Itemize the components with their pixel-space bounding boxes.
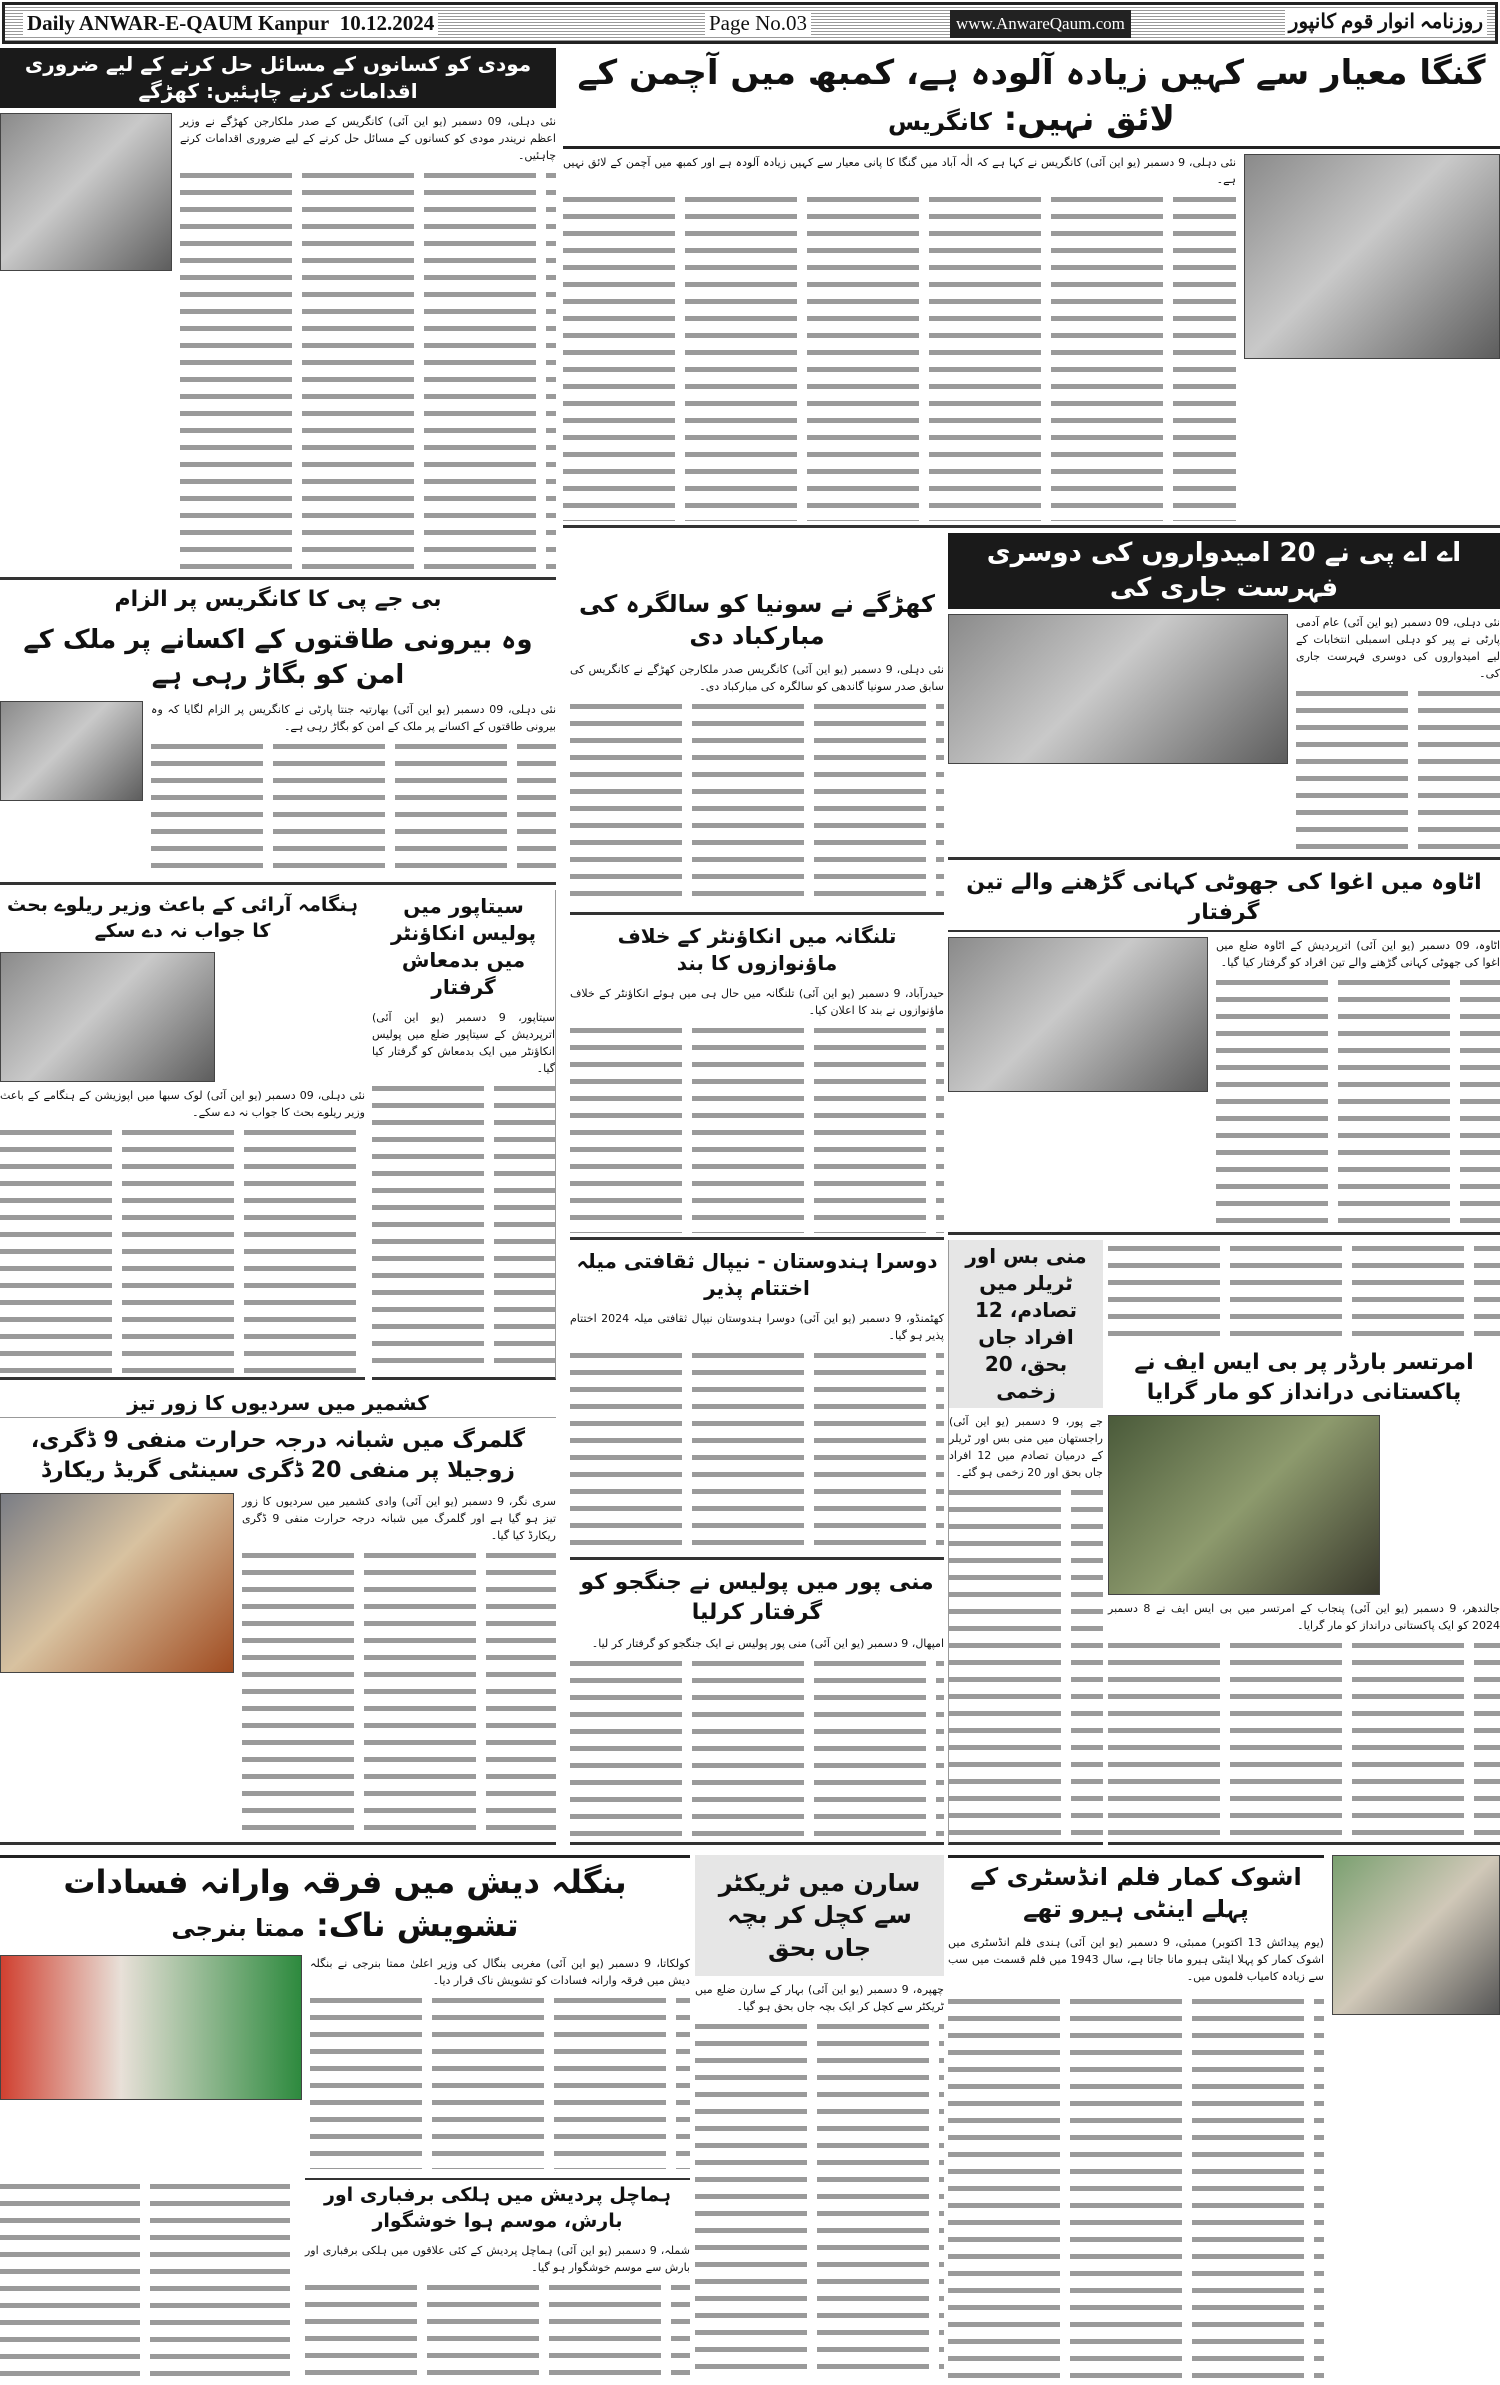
article-body: کولکاتا، 9 دسمبر (یو این آئی) مغربی بنگال کی وزیر اعلیٰ ممتا بنرجی نے بنگلہ دیش میں فرقہ وارانہ فسادات کو تشویش ناک قرار دیا۔ (310, 1955, 690, 2169)
article-modi-farmers (0, 48, 556, 580)
article-aap (948, 533, 1500, 860)
article-sitapur (372, 890, 556, 1380)
text-columns (242, 1547, 556, 1838)
infiltrator-photo (1108, 1415, 1380, 1595)
text-columns (1296, 685, 1500, 853)
text-columns (949, 1484, 1103, 1838)
article-ganga (563, 48, 1500, 528)
article-telangana (570, 920, 944, 1240)
text-columns (948, 1993, 1324, 2379)
text-columns (570, 1347, 944, 1553)
headline-text: بنگلہ دیش میں فرقہ وارانہ فسادات تشویش ناک: (63, 1863, 627, 1945)
article-minibus (948, 1240, 1103, 1845)
article-body: جالندھر، 9 دسمبر (یو این آئی) پنجاب کے امرتسر میں بی ایس ایف نے 8 دسمبر 2024 کو ایک پاکستانی درانداز کو مار گرایا۔ (1108, 1600, 1500, 1838)
edition-label: Daily ANWAR-E-QAUM Kanpur 10.12.2024 (23, 11, 438, 35)
article-body: نئی دہلی، 09 دسمبر (یو این آئی) بھارتیہ جنتا پارٹی نے کانگریس پر الزام لگایا کہ وہ بیرونی طاقتوں کے اکسانے پر ملک کے امن کو بگاڑ رہی ہے۔ (151, 701, 556, 878)
article-bjp (0, 585, 556, 885)
article-lead: (یوم پیدائش 13 اکتوبر) ممبئی، 9 دسمبر (یو این آئی) ہندی فلم انڈسٹری میں اشوک کمار کو پہلا اینٹی ہیرو مانا جاتا ہے، سال 1943 میں فلم قسمت میں سب سے زیادہ کامیاب فلموں میں۔ (948, 1935, 1325, 1983)
article-body: جے پور، 9 دسمبر (یو این آئی) راجستھان میں منی بس اور ٹریلر کے درمیان تصادم میں 12 افراد جاں بحق اور 20 زخمی ہو گئے۔ (949, 1413, 1103, 1838)
kicker: کشمیر میں سردیوں کا زور تیز (0, 1390, 556, 1418)
ashok-kumar-photo (1332, 1855, 1500, 2015)
headline-tag: کانگریس (888, 107, 992, 136)
article-saran (695, 1855, 944, 2383)
text-columns (0, 1124, 365, 1373)
text-columns (180, 167, 556, 573)
text-columns (570, 1655, 944, 1838)
article-main (948, 1855, 1324, 2379)
headline: منی پور میں پولیس نے جنگجو کو گرفتار کرلیا (580, 1570, 934, 1625)
article-body: امپھال، 9 دسمبر (یو این آئی) منی پور پولیس نے ایک جنگجو کو گرفتار کر لیا۔ (570, 1635, 944, 1838)
article-indo-nepal (570, 1245, 944, 1560)
article-body: چھپرہ، 9 دسمبر (یو این آئی) بہار کے سارن ضلع میں ٹریکٹر سے کچل کر ایک بچہ جاں بحق ہو گیا۔ (695, 1981, 944, 2379)
article-body: اٹاوہ، 09 دسمبر (یو این آئی) اترپردیش کے اٹاوہ ضلع میں اغوا کی جھوٹی کہانی گڑھنے والے تین افراد کو گرفتار کیا گیا۔ (1216, 937, 1500, 1228)
article-body: شملہ، 9 دسمبر (یو این آئی) ہماچل پردیش کے کئی علاقوں میں ہلکی برفباری اور بارش سے موسم خوشگوار ہو گیا۔ (305, 2242, 690, 2379)
text-columns (1216, 974, 1500, 1228)
bonfire-photo (0, 1493, 234, 1673)
article-himachal (305, 2178, 690, 2383)
headline: مودی کو کسانوں کے مسائل حل کرنے کے لیے ضروری اقدامات کرنے چاہئیں: کھڑگے (0, 48, 556, 108)
article-kharge-sonia (570, 585, 944, 915)
text-columns (305, 2279, 690, 2379)
website-link[interactable]: www.AnwareQaum.com (950, 10, 1131, 38)
article-etawah (948, 865, 1500, 1235)
headline: کھڑگے نے سونیا کو سالگرہ کی مبارکباد دی (579, 590, 935, 651)
headline: دوسرا ہندوستان - نیپال ثقافتی میلہ اختتام پذیر (576, 1249, 938, 1300)
article-kashmir (0, 1390, 556, 1845)
aap-event-photo (948, 614, 1288, 764)
article-body: نئی دہلی، 09 دسمبر (یو این آئی) کانگریس کے صدر ملکارجن کھڑگے نے وزیر اعظم نریندر مودی کو کسانوں کے مسائل حل کرنے کے لیے ضروری اقدامات کرنے چاہئیں۔ (180, 113, 556, 573)
headline: اے اے پی نے 20 امیدواروں کی دوسری فہرست جاری کی (948, 533, 1500, 609)
article-body: نئی دہلی، 9 دسمبر (یو این آئی) کانگریس صدر ملکارجن کھڑگے نے کانگریس کی سابق صدر سونیا گاندھی کو سالگرہ کی مبارکباد دی۔ (570, 661, 944, 908)
article-ashok-kumar (948, 1855, 1500, 2383)
text-columns (695, 2018, 944, 2379)
headline (563, 48, 1500, 149)
bjp-speaker-photo (0, 701, 143, 801)
text-columns (310, 1992, 690, 2169)
headline: گلمرگ میں شبانہ درجہ حرارت منفی 9 ڈگری، زوجیلا پر منفی 20 ڈگری سینٹی گریڈ ریکارڈ (30, 1428, 526, 1483)
kharge-photo (0, 113, 172, 271)
article-amritsar (1108, 1240, 1500, 1845)
headline: تلنگانہ میں انکاؤنٹر کے خلاف ماؤنوازوں کا بند (617, 924, 897, 975)
headline: اٹاوہ میں اغوا کی جھوٹی کہانی گڑھنے والے تین گرفتار (948, 865, 1500, 932)
arrested-persons-photo (948, 937, 1208, 1092)
railway-minister-photo (0, 952, 215, 1082)
article-body: کھٹمنڈو، 9 دسمبر (یو این آئی) دوسرا ہندوستان نیپال ثقافتی میلہ 2024 اختتام پذیر ہو گیا۔ (570, 1310, 944, 1553)
article-railway (0, 890, 365, 1380)
mamata-banerjee-photo (0, 1955, 302, 2100)
article-body: حیدرآباد، 9 دسمبر (یو این آئی) تلنگانہ میں حال ہی میں ہوئے انکاؤنٹر کے خلاف ماؤنوازوں نے بند کا اعلان کیا۔ (570, 985, 944, 1233)
text-columns (151, 738, 556, 878)
headline: سیتاپور میں پولیس انکاؤنٹر میں بدمعاش گرفتار (390, 894, 536, 999)
headline: امرتسر بارڈر پر بی ایس ایف نے پاکستانی درانداز کو مار گرایا (1134, 1350, 1474, 1405)
headline: منی بس اور ٹریلر میں تصادم، 12 افراد جاں بحق، 20 زخمی (949, 1240, 1103, 1408)
headline-tag: ممتا بنرجی (171, 1914, 305, 1943)
page-header (2, 2, 1498, 44)
headline: ہنگامہ آرائی کے باعث وزیر ریلوے بحث کا جواب نہ دے سکے (6, 894, 359, 942)
previous-story-text (1108, 1240, 1500, 1340)
text-columns (1108, 1637, 1500, 1838)
headline: اشوک کمار فلم انڈسٹری کے پہلے اینٹی ہیرو تھے (948, 1855, 1324, 1929)
article-body: نئی دہلی، 09 دسمبر (یو این آئی) لوک سبھا میں اپوزیشن کے ہنگامے کے باعث وزیر ریلوے بحث کا جواب نہ دے سکے۔ (0, 1087, 365, 1373)
speaker-photo (1244, 154, 1500, 359)
page-number: Page No.03 (705, 11, 811, 35)
text-columns (372, 1080, 555, 1373)
article-body: سری نگر، 9 دسمبر (یو این آئی) وادی کشمیر میں سردیوں کا زور تیز ہو گیا ہے اور گلمرگ میں شبانہ درجہ حرارت منفی 9 ڈگری ریکارڈ کیا گیا۔ (242, 1493, 556, 1838)
headline: وہ بیرونی طاقتوں کے اکسانے پر ملک کے امن کو بگاڑ رہی ہے (23, 624, 533, 690)
article-manipur (570, 1565, 944, 1845)
article-body: نئی دہلی، 9 دسمبر (یو این آئی) کانگریس نے کہا ہے کہ الٰہ آباد میں گنگا کا پانی معیار سے کہیں زیادہ آلودہ ہے اور کمبھ میں آچمن کے لائق نہیں ہے۔ (563, 154, 1236, 521)
article-bangladesh (0, 1855, 690, 2173)
kicker: بی جے پی کا کانگریس پر الزام (114, 587, 442, 612)
headline: سارن میں ٹریکٹر سے کچل کر بچہ جاں بحق (695, 1855, 944, 1976)
bangladesh-story-continued (0, 2178, 300, 2383)
headline: ہماچل پردیش میں ہلکی برفباری اور بارش، موسم ہوا خوشگوار (323, 2184, 672, 2232)
text-columns (570, 1022, 944, 1233)
article-body: نئی دہلی، 09 دسمبر (یو این آئی) عام آدمی پارٹی نے پیر کو دہلی اسمبلی انتخابات کے لیے امیدواروں کی دوسری فہرست جاری کی۔ (1296, 614, 1500, 853)
text-columns (563, 191, 1236, 521)
masthead-logo: روزنامہ انوار قوم کانپور (1285, 9, 1487, 35)
article-body: سیتاپور، 9 دسمبر (یو این آئی) اترپردیش کے سیتاپور ضلع میں پولیس انکاؤنٹر میں ایک بدمعاش کو گرفتار کیا گیا۔ (372, 1009, 555, 1373)
headline-text: گنگا معیار سے کہیں زیادہ آلودہ ہے، کمبھ میں آچمن کے لائق نہیں: (577, 53, 1486, 139)
text-columns (570, 698, 944, 908)
headline (0, 1858, 690, 1950)
